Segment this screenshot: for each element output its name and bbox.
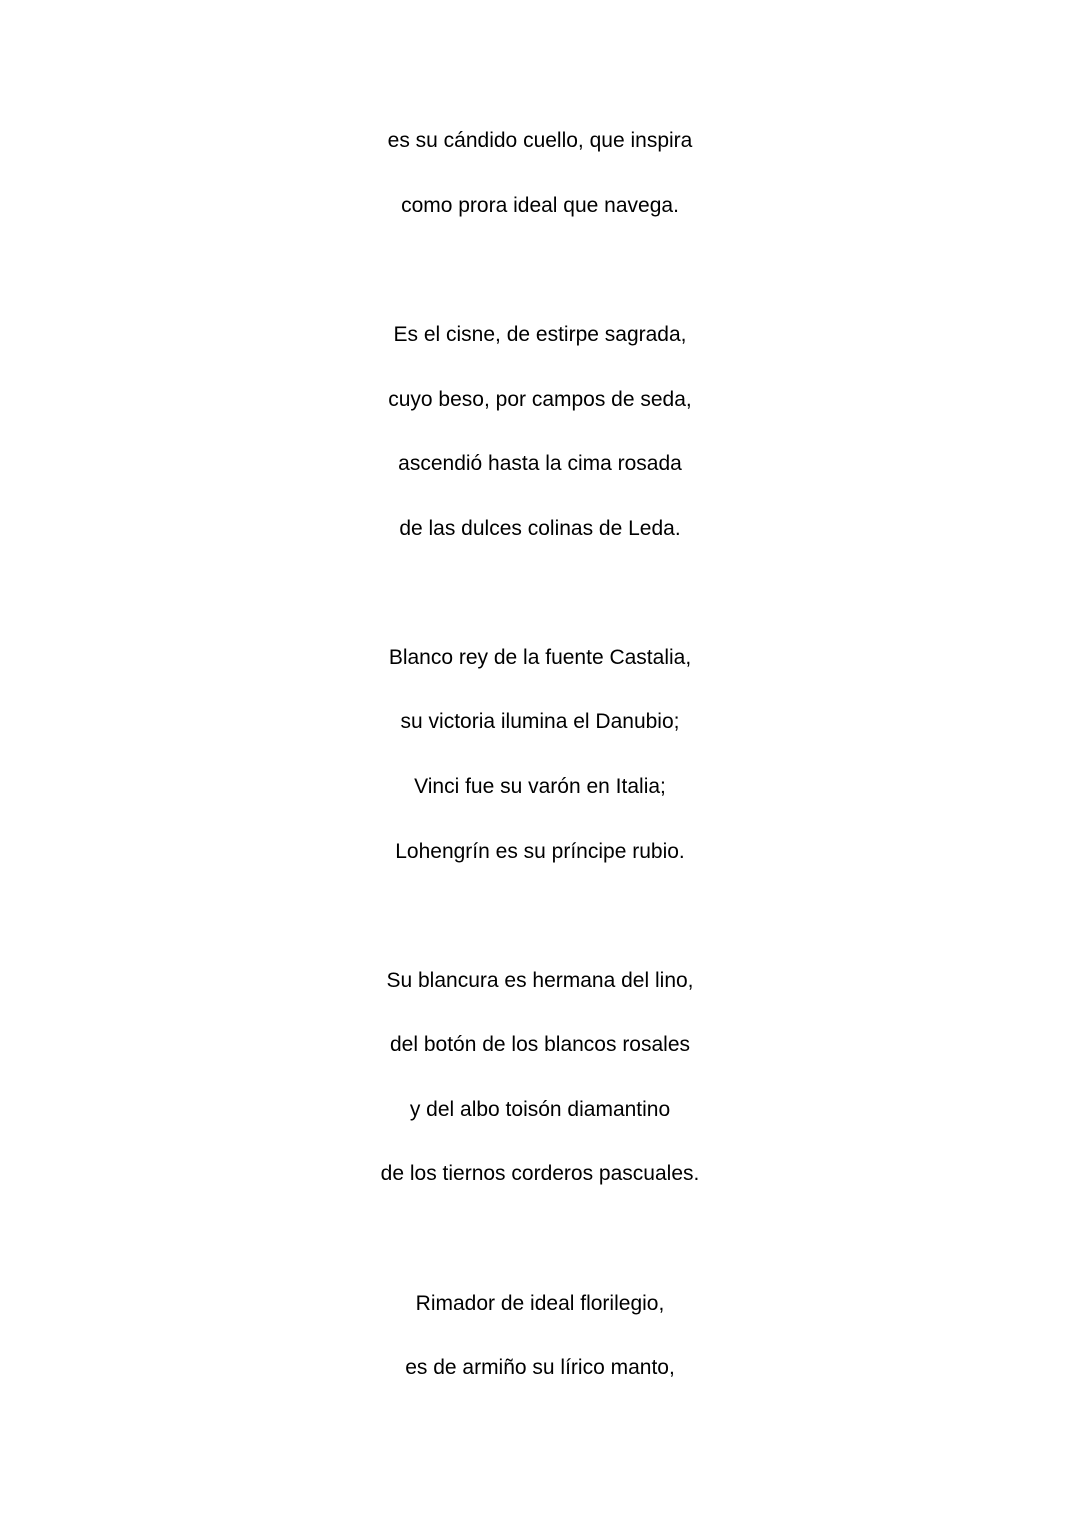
verse-line: Rimador de ideal florilegio, [415, 1292, 665, 1315]
verse-line: Blanco rey de la fuente Castalia, [388, 646, 692, 669]
verse-line: Es el cisne, de estirpe sagrada, [393, 323, 687, 346]
verse-line: Su blancura es hermana del lino, [386, 969, 694, 992]
verse-line: su victoria ilumina el Danubio; [400, 710, 680, 733]
verse-line: es su cándido cuello, que inspira [387, 129, 693, 152]
verse-line: del botón de los blancos rosales [389, 1033, 691, 1056]
verse-line: de las dulces colinas de Leda. [399, 517, 681, 540]
verse-line: Lohengrín es su príncipe rubio. [395, 840, 685, 863]
verse-line: es de armiño su lírico manto, [405, 1356, 675, 1379]
verse-line: como prora ideal que navega. [401, 194, 679, 217]
verse-line: de los tiernos corderos pascuales. [380, 1162, 700, 1185]
verse-line: cuyo beso, por campos de seda, [388, 388, 692, 411]
verse-line: ascendió hasta la cima rosada [398, 452, 682, 475]
verse-line: Vinci fue su varón en Italia; [414, 775, 666, 798]
verse-line: y del albo toisón diamantino [409, 1098, 671, 1121]
